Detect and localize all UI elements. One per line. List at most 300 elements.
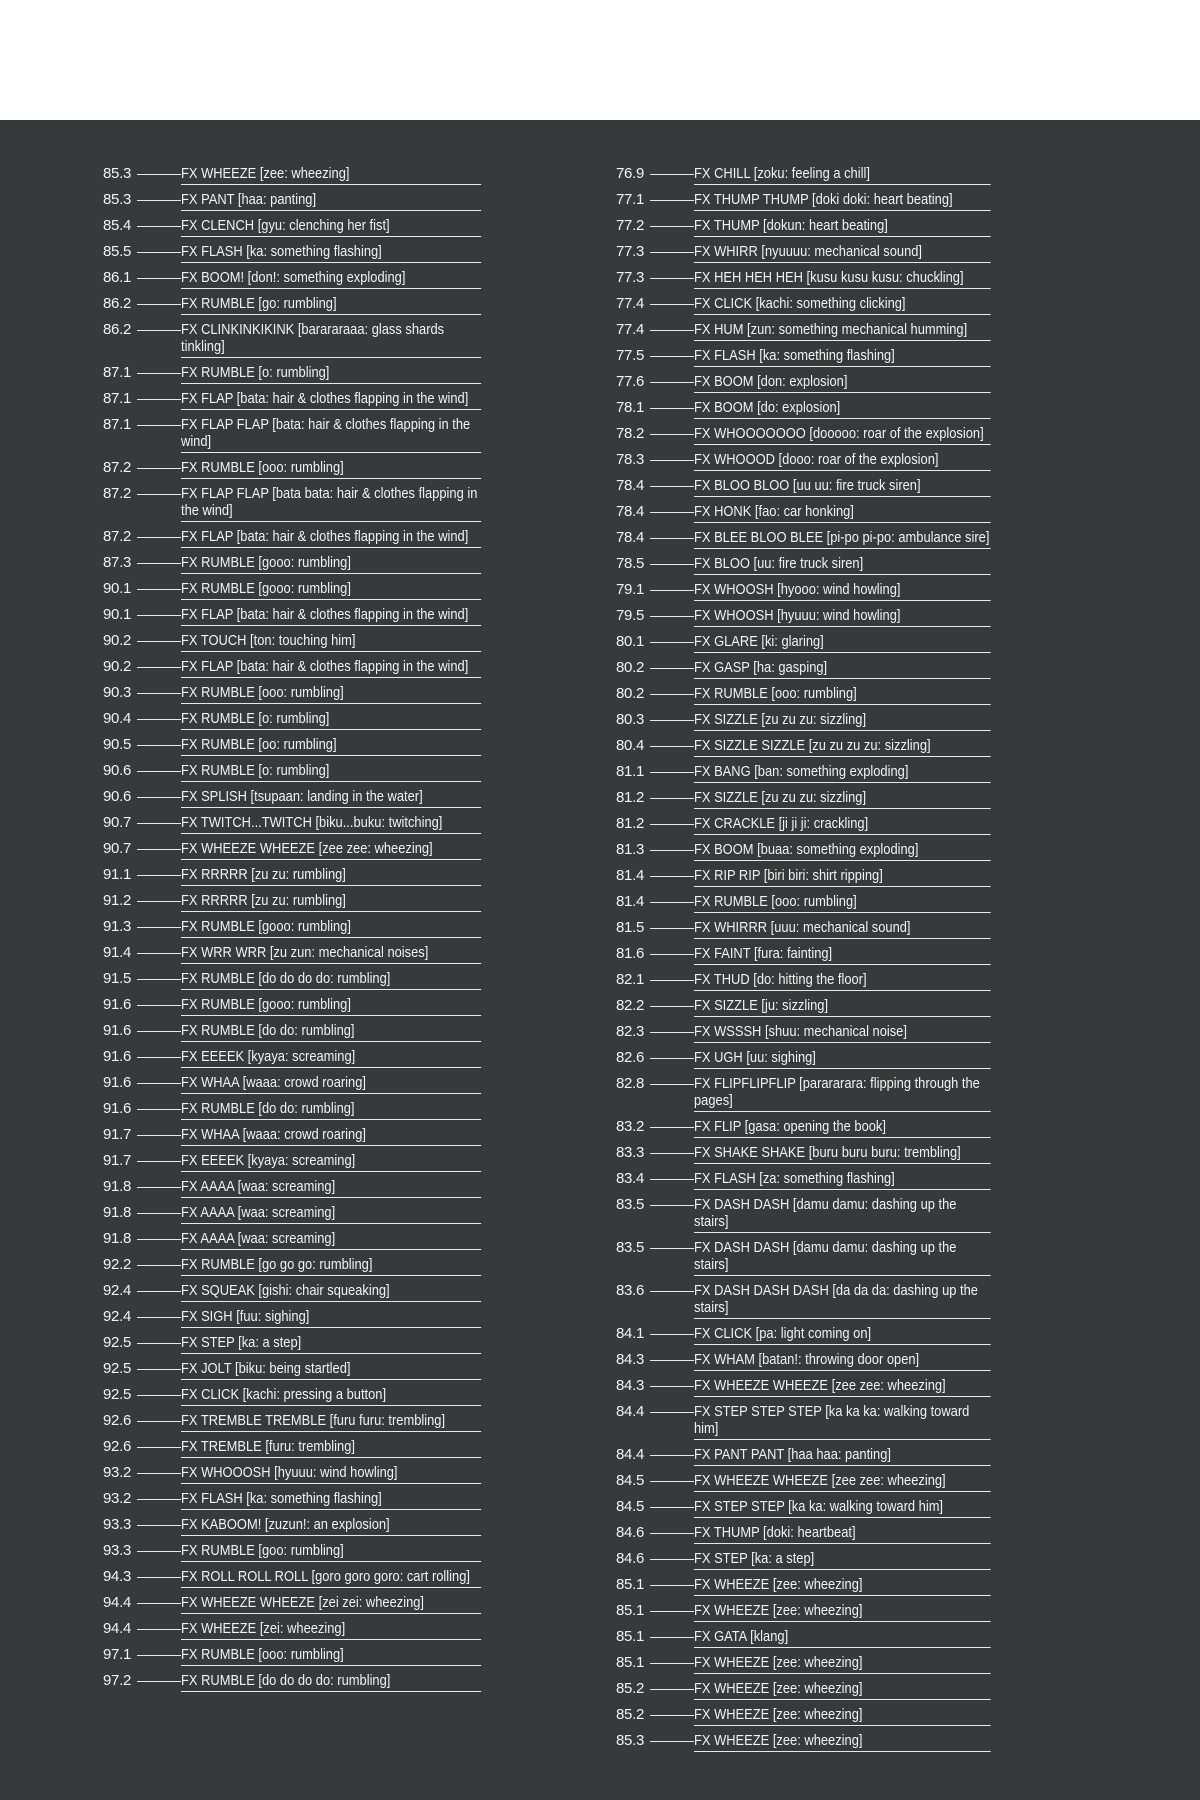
leader-line — [137, 494, 181, 495]
fx-entry — [103, 759, 530, 782]
fx-entry — [616, 1374, 1039, 1397]
leader-line — [650, 1179, 694, 1180]
leader-line — [137, 1187, 181, 1188]
leader-line — [137, 1083, 181, 1084]
leader-line — [137, 1135, 181, 1136]
fx-entry — [103, 1071, 530, 1094]
fx-translation: FX RUMBLE [o: rumbling] — [181, 710, 481, 730]
leader-line — [650, 824, 694, 825]
page-number: 84.4 — [616, 1446, 644, 1463]
page-number: 90.6 — [103, 762, 131, 779]
leader-line — [650, 902, 694, 903]
fx-translation: FX DASH DASH [damu damu: dashing up the stairs] — [694, 1196, 991, 1233]
fx-entry — [616, 890, 1039, 913]
page-number: 78.2 — [616, 425, 644, 442]
fx-translation: FX RUMBLE [o: rumbling] — [181, 762, 481, 782]
fx-entry — [103, 318, 530, 358]
fx-entry — [616, 1651, 1039, 1674]
fx-entry — [103, 1175, 530, 1198]
page-number: 86.1 — [103, 269, 131, 286]
leader-line — [650, 1412, 694, 1413]
leader-line — [137, 823, 181, 824]
fx-translation: FX FLIPFLIPFLIP [parararara: flipping through the pages] — [694, 1075, 991, 1112]
fx-translation: FX WHEEZE WHEEZE [zei zei: wheezing] — [181, 1594, 481, 1614]
page-number: 77.3 — [616, 269, 644, 286]
page-number: 92.5 — [103, 1334, 131, 1351]
page-number: 81.1 — [616, 763, 644, 780]
leader-line — [137, 1109, 181, 1110]
leader-line — [137, 875, 181, 876]
fx-entry — [103, 1253, 530, 1276]
fx-entry — [103, 603, 530, 626]
leader-line — [650, 694, 694, 695]
leader-line — [137, 226, 181, 227]
fx-translation: FX STEP STEP STEP [ka ka ka: walking toward him] — [694, 1403, 991, 1440]
page-number: 79.1 — [616, 581, 644, 598]
fx-translation: FX WHEEZE [zee: wheezing] — [694, 1706, 991, 1726]
page-number: 78.3 — [616, 451, 644, 468]
fx-translation: FX RUMBLE [do do: rumbling] — [181, 1100, 481, 1120]
leader-line — [650, 1248, 694, 1249]
fx-translation: FX FLASH [ka: something flashing] — [181, 243, 481, 263]
fx-entry — [616, 1547, 1039, 1570]
leader-line — [650, 434, 694, 435]
fx-entry — [616, 1625, 1039, 1648]
fx-entry — [103, 266, 530, 289]
leader-line — [137, 330, 181, 331]
fx-translation: FX WHEEZE [zee: wheezing] — [694, 1732, 991, 1752]
fx-entry — [616, 1279, 1039, 1319]
leader-line — [137, 1031, 181, 1032]
page-number: 92.2 — [103, 1256, 131, 1273]
page-number: 91.4 — [103, 944, 131, 961]
leader-line — [650, 252, 694, 253]
page-number: 90.7 — [103, 814, 131, 831]
leader-line — [137, 953, 181, 954]
leader-line — [137, 1239, 181, 1240]
fx-translation: FX THUD [do: hitting the floor] — [694, 971, 991, 991]
fx-entry — [616, 474, 1039, 497]
page-number: 85.1 — [616, 1628, 644, 1645]
leader-line — [137, 1577, 181, 1578]
leader-line — [137, 1343, 181, 1344]
fx-entry — [616, 812, 1039, 835]
leader-line — [137, 1369, 181, 1370]
page-number: 92.5 — [103, 1360, 131, 1377]
fx-entry — [103, 292, 530, 315]
page-number: 85.3 — [103, 165, 131, 182]
fx-entry — [103, 240, 530, 263]
leader-line — [650, 486, 694, 487]
fx-translation: FX BOOM [do: explosion] — [694, 399, 991, 419]
fx-entry — [616, 162, 1039, 185]
page-number: 90.3 — [103, 684, 131, 701]
leader-line — [650, 1559, 694, 1560]
leader-line — [137, 425, 181, 426]
fx-translation: FX ROLL ROLL ROLL [goro goro goro: cart rolling] — [181, 1568, 481, 1588]
fx-entry — [616, 786, 1039, 809]
leader-line — [650, 746, 694, 747]
fx-entry — [616, 864, 1039, 887]
fx-translation: FX GASP [ha: gasping] — [694, 659, 991, 679]
fx-entry — [616, 1443, 1039, 1466]
leader-line — [650, 226, 694, 227]
fx-entry — [616, 1400, 1039, 1440]
fx-entry — [616, 1141, 1039, 1164]
fx-entry — [616, 1167, 1039, 1190]
fx-entry — [103, 811, 530, 834]
fx-translation: FX RUMBLE [ooo: rumbling] — [694, 685, 991, 705]
page-number: 94.4 — [103, 1620, 131, 1637]
fx-entry — [616, 214, 1039, 237]
page-number: 91.8 — [103, 1230, 131, 1247]
page-number: 91.7 — [103, 1152, 131, 1169]
fx-translation: FX RUMBLE [gooo: rumbling] — [181, 554, 481, 574]
fx-entry — [616, 1115, 1039, 1138]
page-number: 80.2 — [616, 659, 644, 676]
fx-entry — [616, 1322, 1039, 1345]
page-number: 77.4 — [616, 321, 644, 338]
page-number: 77.6 — [616, 373, 644, 390]
page-number: 85.2 — [616, 1706, 644, 1723]
page-number: 93.3 — [103, 1516, 131, 1533]
leader-line — [137, 771, 181, 772]
fx-translation: FX BOOM [don: explosion] — [694, 373, 991, 393]
page-number: 84.6 — [616, 1550, 644, 1567]
fx-translation: FX EEEEK [kyaya: screaming] — [181, 1152, 481, 1172]
fx-translation: FX STEP [ka: a step] — [694, 1550, 991, 1570]
page-number: 90.5 — [103, 736, 131, 753]
fx-entry — [616, 318, 1039, 341]
fx-entry — [616, 656, 1039, 679]
fx-entry — [616, 1677, 1039, 1700]
fx-entry — [616, 292, 1039, 315]
page-number: 82.3 — [616, 1023, 644, 1040]
fx-translation: FX RUMBLE [do do do do: rumbling] — [181, 970, 481, 990]
leader-line — [650, 1032, 694, 1033]
page-number: 90.2 — [103, 632, 131, 649]
leader-line — [650, 174, 694, 175]
fx-entry — [103, 1149, 530, 1172]
fx-translation: FX RUMBLE [gooo: rumbling] — [181, 918, 481, 938]
leader-line — [650, 1334, 694, 1335]
fx-entry — [103, 1357, 530, 1380]
fx-translation: FX BANG [ban: something exploding] — [694, 763, 991, 783]
fx-entry — [103, 1045, 530, 1068]
fx-translation: FX EEEEK [kyaya: screaming] — [181, 1048, 481, 1068]
page-number: 92.6 — [103, 1438, 131, 1455]
fx-entry — [103, 1591, 530, 1614]
leader-line — [650, 1533, 694, 1534]
page-number: 90.1 — [103, 580, 131, 597]
fx-entry — [616, 708, 1039, 731]
fx-entry — [103, 162, 530, 185]
fx-entry — [616, 266, 1039, 289]
page-number: 92.4 — [103, 1282, 131, 1299]
fx-translation: FX RUMBLE [goo: rumbling] — [181, 1542, 481, 1562]
leader-line — [137, 589, 181, 590]
fx-translation: FX TREMBLE [furu: trembling] — [181, 1438, 481, 1458]
page-number: 93.3 — [103, 1542, 131, 1559]
page-number: 80.4 — [616, 737, 644, 754]
fx-entry — [616, 500, 1039, 523]
page-number: 80.2 — [616, 685, 644, 702]
page-number: 91.6 — [103, 996, 131, 1013]
fx-entry — [616, 630, 1039, 653]
fx-translation: FX RUMBLE [o: rumbling] — [181, 364, 481, 384]
page-number: 91.6 — [103, 1022, 131, 1039]
fx-entry — [616, 1236, 1039, 1276]
fx-translation: FX CHILL [zoku: feeling a chill] — [694, 165, 991, 185]
fx-entry — [103, 785, 530, 808]
fx-translation: FX WHEEZE WHEEZE [zee zee: wheezing] — [694, 1472, 991, 1492]
leader-line — [650, 1741, 694, 1742]
fx-entry — [103, 413, 530, 453]
leader-line — [137, 1213, 181, 1214]
page-number: 79.5 — [616, 607, 644, 624]
page-number: 78.5 — [616, 555, 644, 572]
page-number: 92.4 — [103, 1308, 131, 1325]
fx-translation: FX GATA [klang] — [694, 1628, 991, 1648]
leader-line — [650, 1507, 694, 1508]
fx-translation: FX FLAP [bata: hair & clothes flapping in the wind] — [181, 606, 481, 626]
page-number: 82.2 — [616, 997, 644, 1014]
fx-translation: FX JOLT [biku: being startled] — [181, 1360, 481, 1380]
fx-entry — [103, 1331, 530, 1354]
page-number: 80.1 — [616, 633, 644, 650]
fx-entry — [103, 1513, 530, 1536]
page-number: 87.2 — [103, 528, 131, 545]
fx-entry — [103, 1383, 530, 1406]
leader-line — [650, 590, 694, 591]
leader-line — [650, 1715, 694, 1716]
leader-line — [650, 1481, 694, 1482]
fx-entry — [103, 837, 530, 860]
page-number: 91.8 — [103, 1204, 131, 1221]
fx-translation: FX THUMP THUMP [doki doki: heart beating] — [694, 191, 991, 211]
leader-line — [137, 797, 181, 798]
page-number: 90.6 — [103, 788, 131, 805]
page-number: 87.3 — [103, 554, 131, 571]
page-number: 85.3 — [616, 1732, 644, 1749]
page-number: 77.2 — [616, 217, 644, 234]
page-number: 85.3 — [103, 191, 131, 208]
fx-entry — [103, 1123, 530, 1146]
fx-entry — [103, 1227, 530, 1250]
fx-translation: FX DASH DASH DASH [da da da: dashing up the stairs] — [694, 1282, 991, 1319]
leader-line — [650, 954, 694, 955]
fx-translation: FX FAINT [fura: fainting] — [694, 945, 991, 965]
fx-translation: FX PANT PANT [haa haa: panting] — [694, 1446, 991, 1466]
fx-translation: FX AAAA [waa: screaming] — [181, 1230, 481, 1250]
fx-entry — [103, 1461, 530, 1484]
fx-entry — [616, 1599, 1039, 1622]
fx-entry — [616, 526, 1039, 549]
leader-line — [650, 1127, 694, 1128]
fx-translation: FX WHOOOSH [hyuuu: wind howling] — [181, 1464, 481, 1484]
leader-line — [137, 927, 181, 928]
fx-translation: FX SIZZLE [zu zu zu: sizzling] — [694, 789, 991, 809]
fx-translation: FX STEP [ka: a step] — [181, 1334, 481, 1354]
leader-line — [137, 979, 181, 980]
page-number: 83.4 — [616, 1170, 644, 1187]
leader-line — [137, 849, 181, 850]
page-number: 87.2 — [103, 485, 131, 502]
fx-translation: FX SIZZLE [zu zu zu: sizzling] — [694, 711, 991, 731]
leader-line — [650, 928, 694, 929]
fx-entry — [616, 422, 1039, 445]
fx-entry — [616, 1072, 1039, 1112]
fx-translation: FX BLOO [uu: fire truck siren] — [694, 555, 991, 575]
page-number: 91.8 — [103, 1178, 131, 1195]
fx-entry — [616, 188, 1039, 211]
fx-entry — [103, 1201, 530, 1224]
fx-entry — [103, 707, 530, 730]
leader-line — [137, 1161, 181, 1162]
page-number: 78.4 — [616, 477, 644, 494]
page-number: 83.2 — [616, 1118, 644, 1135]
fx-translation: FX BOOM! [don!: something exploding] — [181, 269, 481, 289]
page-number: 85.2 — [616, 1680, 644, 1697]
fx-entry — [616, 396, 1039, 419]
fx-translation: FX WHOOOOOOO [dooooo: roar of the explosion] — [694, 425, 991, 445]
page-number: 84.5 — [616, 1498, 644, 1515]
fx-translation: FX WHOOSH [hyuuu: wind howling] — [694, 607, 991, 627]
page-number: 83.3 — [616, 1144, 644, 1161]
fx-translation: FX TOUCH [ton: touching him] — [181, 632, 481, 652]
page-number: 85.1 — [616, 1576, 644, 1593]
leader-line — [137, 745, 181, 746]
fx-translation: FX RUMBLE [go go go: rumbling] — [181, 1256, 481, 1276]
page-number: 92.6 — [103, 1412, 131, 1429]
fx-entry — [103, 456, 530, 479]
leader-line — [137, 719, 181, 720]
leader-line — [137, 1265, 181, 1266]
fx-translation: FX FLAP FLAP [bata: hair & clothes flapping in the wind] — [181, 416, 481, 453]
fx-translation: FX WHEEZE [zei: wheezing] — [181, 1620, 481, 1640]
fx-translation: FX WHEEZE [zee: wheezing] — [694, 1680, 991, 1700]
page-number: 85.5 — [103, 243, 131, 260]
fx-translation: FX SIZZLE SIZZLE [zu zu zu zu: sizzling] — [694, 737, 991, 757]
page-number: 97.2 — [103, 1672, 131, 1689]
fx-entry — [616, 1469, 1039, 1492]
leader-line — [650, 720, 694, 721]
fx-entry — [616, 942, 1039, 965]
page-number: 81.2 — [616, 815, 644, 832]
leader-line — [137, 1005, 181, 1006]
leader-line — [650, 278, 694, 279]
leader-line — [650, 1084, 694, 1085]
fx-translation: FX CLICK [kachi: something clicking] — [694, 295, 991, 315]
fx-entry — [103, 525, 530, 548]
fx-translation: FX RUMBLE [ooo: rumbling] — [181, 684, 481, 704]
fx-translation: FX WSSSH [shuu: mechanical noise] — [694, 1023, 991, 1043]
leader-line — [137, 1421, 181, 1422]
fx-entry — [103, 941, 530, 964]
leader-line — [137, 1551, 181, 1552]
fx-translation: FX BOOM [buaa: something exploding] — [694, 841, 991, 861]
page-number: 91.7 — [103, 1126, 131, 1143]
fx-translation: FX THUMP [doki: heartbeat] — [694, 1524, 991, 1544]
fx-entry — [103, 1539, 530, 1562]
leader-line — [650, 1386, 694, 1387]
page-number: 84.6 — [616, 1524, 644, 1541]
page-number: 87.1 — [103, 416, 131, 433]
leader-line — [137, 641, 181, 642]
fx-translation: FX WHIRRR [uuu: mechanical sound] — [694, 919, 991, 939]
fx-entry — [616, 552, 1039, 575]
leader-line — [137, 1447, 181, 1448]
fx-translation: FX SIGH [fuu: sighing] — [181, 1308, 481, 1328]
page-number: 84.4 — [616, 1403, 644, 1420]
fx-entry — [103, 361, 530, 384]
fx-entry — [616, 240, 1039, 263]
fx-entry — [616, 1495, 1039, 1518]
fx-translation: FX FLIP [gasa: opening the book] — [694, 1118, 991, 1138]
fx-translation: FX RUMBLE [go: rumbling] — [181, 295, 481, 315]
fx-translation: FX FLAP FLAP [bata bata: hair & clothes flapping in the wind] — [181, 485, 481, 522]
fx-entry — [616, 370, 1039, 393]
fx-entry — [616, 994, 1039, 1017]
fx-entry — [103, 482, 530, 522]
page-number: 78.4 — [616, 529, 644, 546]
fx-translation: FX RUMBLE [do do do do: rumbling] — [181, 1672, 481, 1692]
fx-entry — [103, 577, 530, 600]
page-number: 97.1 — [103, 1646, 131, 1663]
fx-translation: FX FLAP [bata: hair & clothes flapping in the wind] — [181, 528, 481, 548]
fx-translation: FX KABOOM! [zuzun!: an explosion] — [181, 1516, 481, 1536]
page-number: 94.4 — [103, 1594, 131, 1611]
fx-translation: FX CLENCH [gyu: clenching her fist] — [181, 217, 481, 237]
leader-line — [137, 901, 181, 902]
fx-entry — [616, 760, 1039, 783]
page-number: 91.5 — [103, 970, 131, 987]
leader-line — [650, 668, 694, 669]
leader-line — [650, 1153, 694, 1154]
page-number: 93.2 — [103, 1464, 131, 1481]
page-number: 85.1 — [616, 1654, 644, 1671]
fx-translation: FX HUM [zun: something mechanical humming] — [694, 321, 991, 341]
leader-line — [650, 1689, 694, 1690]
leader-line — [650, 1006, 694, 1007]
fx-entry — [616, 1193, 1039, 1233]
page-number: 78.1 — [616, 399, 644, 416]
leader-line — [137, 1603, 181, 1604]
leader-line — [137, 252, 181, 253]
fx-entry — [103, 1097, 530, 1120]
page-number: 77.1 — [616, 191, 644, 208]
fx-translation: FX RUMBLE [ooo: rumbling] — [694, 893, 991, 913]
leader-line — [650, 1663, 694, 1664]
leader-line — [650, 616, 694, 617]
fx-entry — [103, 967, 530, 990]
fx-entry — [616, 1046, 1039, 1069]
leader-line — [137, 468, 181, 469]
fx-translation: FX WHEEZE [zee: wheezing] — [694, 1576, 991, 1596]
fx-translation: FX CLICK [pa: light coming on] — [694, 1325, 991, 1345]
fx-translation: FX SHAKE SHAKE [buru buru buru: trembling] — [694, 1144, 991, 1164]
fx-entry — [616, 1020, 1039, 1043]
fx-entry — [616, 734, 1039, 757]
fx-translation: FX HEH HEH HEH [kusu kusu kusu: chuckling] — [694, 269, 991, 289]
leader-line — [650, 200, 694, 201]
leader-line — [137, 1291, 181, 1292]
page-number: 86.2 — [103, 295, 131, 312]
fx-translation: FX WRR WRR [zu zun: mechanical noises] — [181, 944, 481, 964]
page-number: 77.3 — [616, 243, 644, 260]
fx-translation: FX RUMBLE [gooo: rumbling] — [181, 996, 481, 1016]
leader-line — [137, 1629, 181, 1630]
